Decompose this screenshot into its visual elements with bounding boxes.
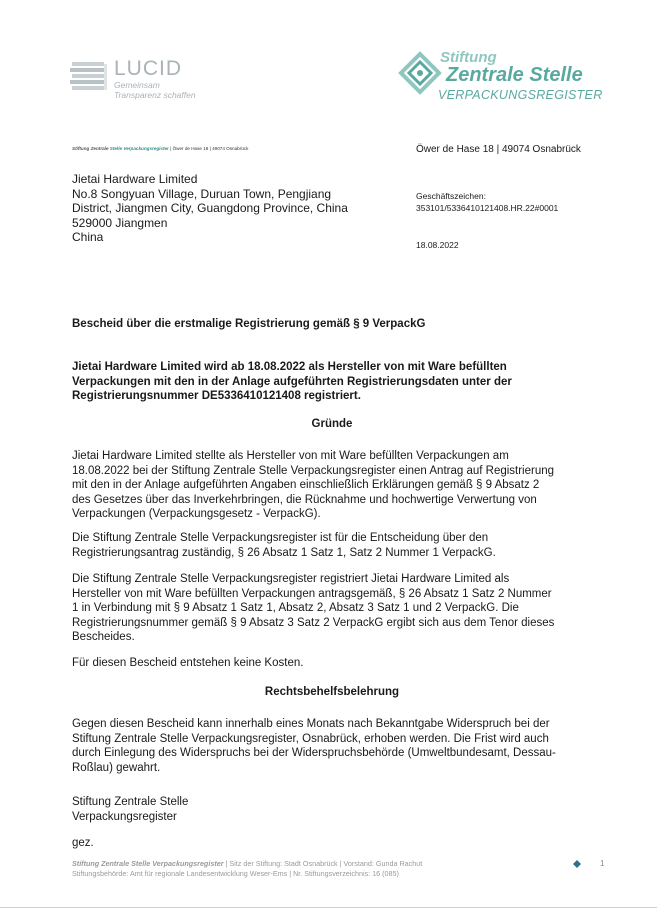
recipient-line: 529000 Jiangmen <box>72 215 168 230</box>
zsvr-logo-line2: Zentrale Stelle <box>446 64 583 86</box>
recipient-line: District, Jiangmen City, Guangdong Province, China <box>72 201 348 215</box>
appeal-heading: Rechtsbehelfsbelehrung <box>264 686 400 698</box>
footer-line-1: Stiftung Zentrale Stelle Verpackungsregister | Sitz der Stiftung: Stadt Osnabrück | Vorstand: Gunda Rachut <box>72 859 423 868</box>
reasons-heading: Gründe <box>311 418 353 430</box>
sender-address: Öwer de Hase 18 | 49074 Osnabrück <box>416 144 581 155</box>
reference-number: 353101/5336410121408.HR.22#0001 <box>416 203 559 213</box>
zsvr-logo-line1: Stiftung <box>440 49 497 66</box>
reference-label: Geschäftszeichen: <box>416 191 486 201</box>
recipient-line: No.8 Songyuan Village, Duruan Town, Pengjiang <box>72 186 332 201</box>
zsvr-logo-icon <box>397 50 443 96</box>
page-bottom-rule <box>0 907 657 908</box>
lucid-logo-tagline: Gemeinsam Transparenz schaffen <box>114 80 196 100</box>
signature-block: Stiftung Zentrale Stelle Verpackungsregister <box>72 796 189 823</box>
page-number: 1 <box>600 859 605 868</box>
lucid-logo-title: LUCID <box>114 57 183 80</box>
recipient-address <box>72 172 348 245</box>
appeal-paragraph: Gegen diesen Bescheid kann innerhalb eines Monats nach Bekanntgabe Widerspruch bei der Stiftung Zentrale Stelle Verpackungsregister, Osnabrück, erhoben werden. Die Frist wird auch durch Einlegung des Widerspruchs bei der Widerspruchsbehörde (Umweltbundesamt, Dessau- Roßlau) gewahrt. <box>72 718 556 774</box>
sender-return-line: Stiftung Zentrale Stelle Verpackungsregister | Öwer de Hase 18 | 49074 Osnabrück <box>72 146 249 151</box>
lucid-logo-icon <box>70 60 108 94</box>
zsvr-logo-line3: VERPACKUNGSREGISTER <box>438 88 603 102</box>
reasons-paragraph: Für diesen Bescheid entstehen keine Kosten. <box>72 657 304 669</box>
reasons-paragraph: Jietai Hardware Limited stellte als Hersteller von mit Ware befüllten Verpackungen am 18.08.2022 bei der Stiftung Zentrale Stelle Verpackungsregister einen Antrag auf Registrierung mit den in der Anlage aufgeführten Angaben einschließlich Erklärungen gemäß § 9 Absatz 2 des Gesetzes über das Inverkehrbringen, die Rücknahme und hochwertige Verwertung von Verpackungen (Verpackungsgesetz - VerpackG). <box>72 450 555 520</box>
diamond-icon <box>573 860 581 868</box>
reasons-paragraph: Die Stiftung Zentrale Stelle Verpackungsregister registriert Jietai Hardware Limited als Hersteller von mit Ware befüllten Verpackungen antragsgemäß, § 26 Absatz 1 Satz 2 Nummer 1 in Verbindung mit § 9 Absatz 1 Satz 1, Absatz 2, Absatz 3 Satz 1 und 2 VerpackG. Die Registrierungsnummer gemäß § 9 Absatz 3 Satz 2 VerpackG ergibt sich aus dem Tenor dieses Bescheides. <box>72 573 555 643</box>
decision-paragraph: Jietai Hardware Limited wird ab 18.08.2022 als Hersteller von mit Ware befüllten Verpackungen mit den in der Anlage aufgeführten Registrierungsdaten unter der Registrierungsnummer DE5336410121408 registriert. <box>72 361 512 402</box>
recipient-line: China <box>72 230 104 244</box>
letter-date: 18.08.2022 <box>416 240 459 250</box>
reasons-paragraph: Die Stiftung Zentrale Stelle Verpackungsregister ist für die Entscheidung über den Registrierungsantrag zuständig, § 26 Absatz 1 Satz 1, Satz 2 Nummer 1 VerpackG. <box>72 532 496 559</box>
footer-line-2: Stiftungsbehörde: Amt für regionale Landesentwicklung Weser-Ems | Nr. Stiftungsverzeichnis: 16 (085) <box>72 869 399 878</box>
signed-mark: gez. <box>72 837 94 849</box>
recipient-line: Jietai Hardware Limited <box>72 172 198 186</box>
letter-subject: Bescheid über die erstmalige Registrierung gemäß § 9 VerpackG <box>72 318 426 330</box>
